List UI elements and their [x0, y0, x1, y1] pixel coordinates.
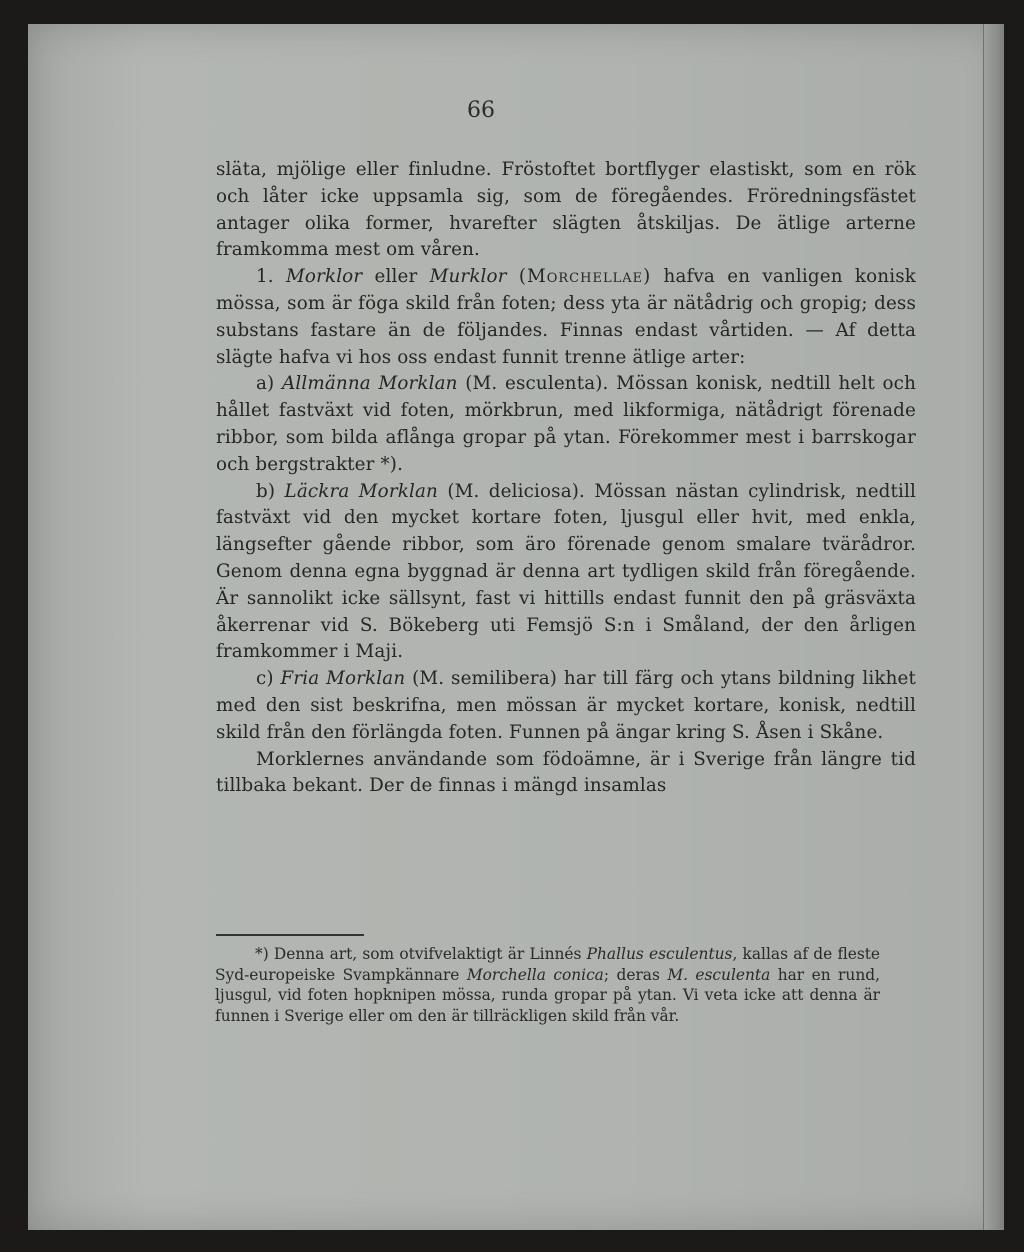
species-b-letter: b): [256, 480, 276, 502]
species-b-latin: (M. deliciosa).: [447, 480, 585, 502]
footnote-italic-2: Morchella conica: [466, 965, 604, 984]
species-a-text: Mössan konisk, nedtill helt och hållet fastväxt vid foten, mörkbrun, med likformiga, nätådrigt förenade ribbor, som bilda aflånga gropar på ytan. Förekommer mest i barrskogar och bergstrakter *).: [216, 373, 916, 475]
footnote-part-4: har en rund, ljusgul, vid foten hopknipen mössa, runda gropar på ytan. Vi veta icke att denna är funnen i Sverige eller om den är tillräckligen skild från vår.: [215, 965, 880, 1025]
paragraph-genus: [216, 264, 916, 371]
footnote-text: [215, 944, 880, 1026]
species-c-latin: (M. semilibera): [412, 668, 558, 690]
footnote-italic-3: M. esculenta: [667, 965, 771, 984]
page-number: 66: [467, 98, 495, 123]
species-a-letter: a): [256, 373, 275, 395]
footnote-rule: [216, 934, 364, 936]
paragraph-species-c: [216, 666, 916, 746]
genus-name-1: Morklor: [286, 266, 363, 288]
species-b-text: Mössan nästan cylindrisk, nedtill fastväxt vid den mycket kortare foten, ljusgul eller hvit, med enkla, längsefter gående ribbor, som äro förenade genom smalare tvärådror. Genom denna egna byggnad är denna art tydligen skild från föregående. Är sannolikt icke sällsynt, fast vi hittills endast funnit den på gräsväxta åkerrenar vid S. Bökeberg uti Femsjö S:n i Småland, der den årligen framkommer i Maji.: [216, 480, 917, 663]
footnote-part-1: *) Denna art, som otvifvelaktigt är Linnés: [255, 945, 587, 963]
species-a-latin: (M. esculenta).: [465, 373, 609, 395]
species-a-name: Allmänna Morklan: [282, 373, 458, 395]
footnote-part-2: , kallas af de fleste Syd-europeiske Svampkännare: [215, 945, 881, 984]
genus-latin: (Morchellae): [518, 266, 652, 288]
footnote-part-3: ; deras: [603, 965, 668, 984]
species-c-text: har till färg och ytans bildning likhet med den sist beskrifna, men mössan är mycket kortare, konisk, nedtill skild från den förlängda foten. Funnen på ängar kring S. Åsen i Skåne.: [216, 668, 916, 743]
footnote: [215, 944, 880, 1026]
book-page: [28, 24, 1004, 1230]
genus-name-2: Murklor: [429, 266, 507, 288]
paragraph-species-a: [216, 371, 916, 478]
genus-number: 1.: [256, 266, 274, 288]
paragraph-intro: släta, mjölige eller finludne. Fröstoftet bortflyger elastiskt, som en rök och låter icke uppsamla sig, som de föregåendes. Fröredningsfästet antager olika former, hvarefter slägten åtskiljas. De ätlige arterne framkomma mest om våren.: [216, 159, 916, 261]
paragraph-closing: Morklernes användande som födoämne, är i Sverige från längre tid tillbaka bekant. Der de finnas i mängd insamlas: [216, 748, 916, 797]
species-c-name: Fria Morklan: [280, 668, 406, 690]
genus-text: hafva en vanligen konisk mössa, som är föga skild från foten; dess yta är nätådrig och gropig; dess substans fastare än de följandes. Finnas endast vårtiden. — Af detta slägte hafva vi hos oss endast funnit trenne ätlige arter:: [216, 266, 916, 368]
species-c-letter: c): [256, 668, 274, 690]
species-b-name: Läckra Morklan: [284, 480, 438, 502]
footnote-italic-1: Phallus esculentus: [586, 945, 733, 963]
genus-or: eller: [362, 266, 430, 288]
book-spine: [983, 24, 1004, 1230]
paragraph-species-b: [216, 479, 916, 667]
body-text: [216, 157, 916, 800]
